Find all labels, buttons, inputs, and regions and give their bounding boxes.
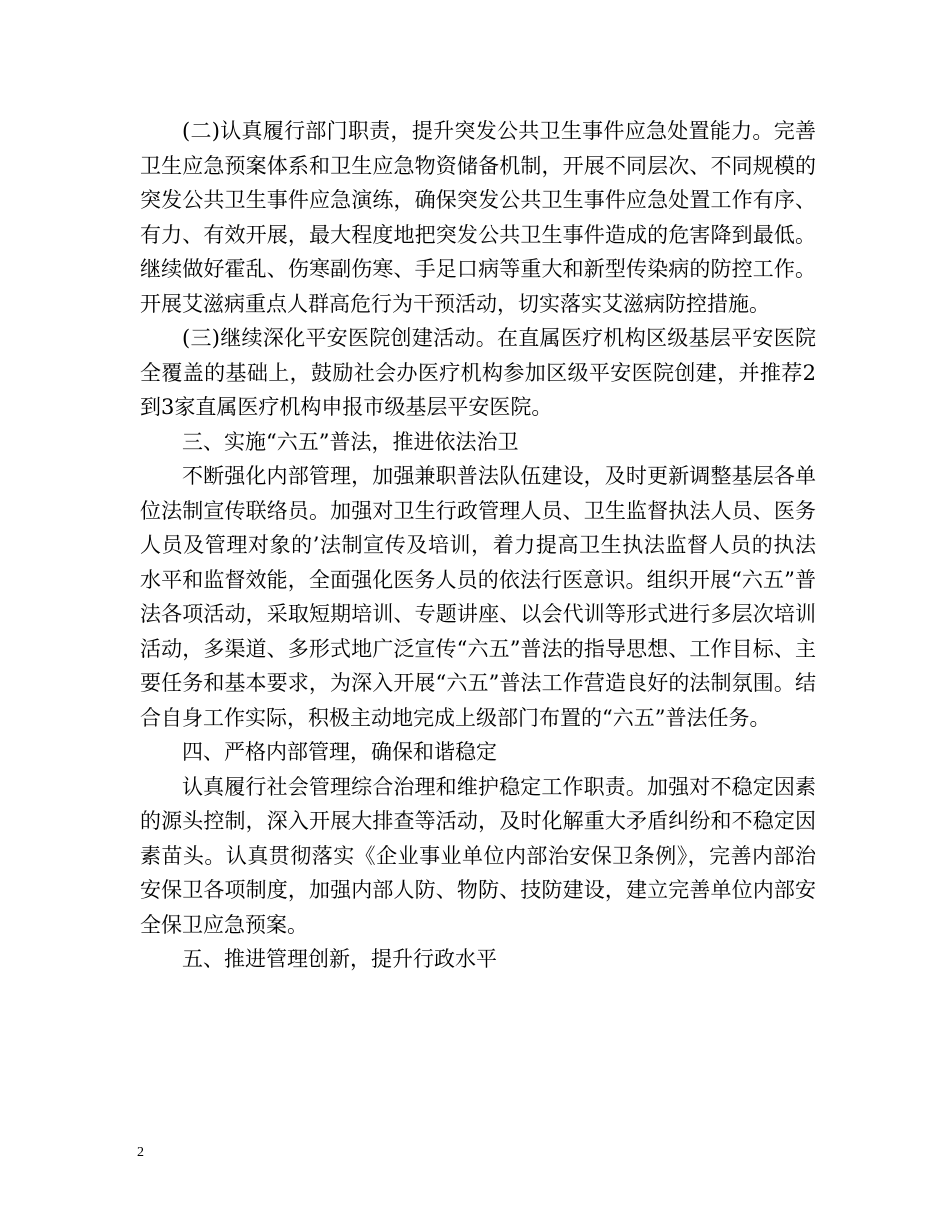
document-body [140,114,816,977]
section-heading-management-innovation: 五、推进管理创新，提升行政水平 [182,947,497,971]
paragraph-legal-education: 不断强化内部管理，加强兼职普法队伍建设，及时更新调整基层各单位法制宣传联络员。加强对卫生行政管理人员、卫生监督执法人员、医务人员及管理对象的’法制宣传及培训，着力提高卫生执法监督人员的执法水平和监督效能，全面强化医务人员的依法行医意识。组织开展“六五”普法各项活动，采取短期培训、专题讲座、以会代训等形式进行多层次培训活动，多渠道、多形式地广泛宣传“六五”普法的指导思想、工作目标、主要任务和基本要求，为深入开展“六五”普法工作营造良好的法制氛围。结合自身工作实际，积极主动地完成上级部门布置的“六五”普法任务。 [140,464,816,730]
paragraph-internal-management: 认真履行社会管理综合治理和维护稳定工作职责。加强对不稳定因素的源头控制，深入开展大排查等活动，及时化解重大矛盾纠纷和不稳定因素苗头。认真贯彻落实《企业事业单位内部治安保卫条例》，完善内部治安保卫各项制度，加强内部人防、物防、技防建设，建立完善单位内部安全保卫应急预案。 [140,774,816,937]
paragraph-safe-hospital: (三)继续深化平安医院创建活动。在直属医疗机构区级基层平安医院全覆盖的基础上，鼓励社会办医疗机构参加区级平安医院创建，并推荐2到3家直属医疗机构申报市级基层平安医院。 [140,326,816,419]
section-heading-internal-management: 四、严格内部管理，确保和谐稳定 [182,740,497,764]
section-heading-legal-education: 三、实施“六五”普法，推进依法治卫 [182,429,519,454]
paragraph-emergency-response: (二)认真履行部门职责，提升突发公共卫生事件应急处置能力。完善卫生应急预案体系和卫生应急物资储备机制，开展不同层次、不同规模的突发公共卫生事件应急演练，确保突发公共卫生事件应急处置工作有序、有力、有效开展，最大程度地把突发公共卫生事件造成的危害降到最低。继续做好霍乱、伤寒副伤寒、手足口病等重大和新型传染病的防控工作。开展艾滋病重点人群高危行为干预活动，切实落实艾滋病防控措施。 [140,119,816,316]
page-number: 2 [137,1145,144,1160]
